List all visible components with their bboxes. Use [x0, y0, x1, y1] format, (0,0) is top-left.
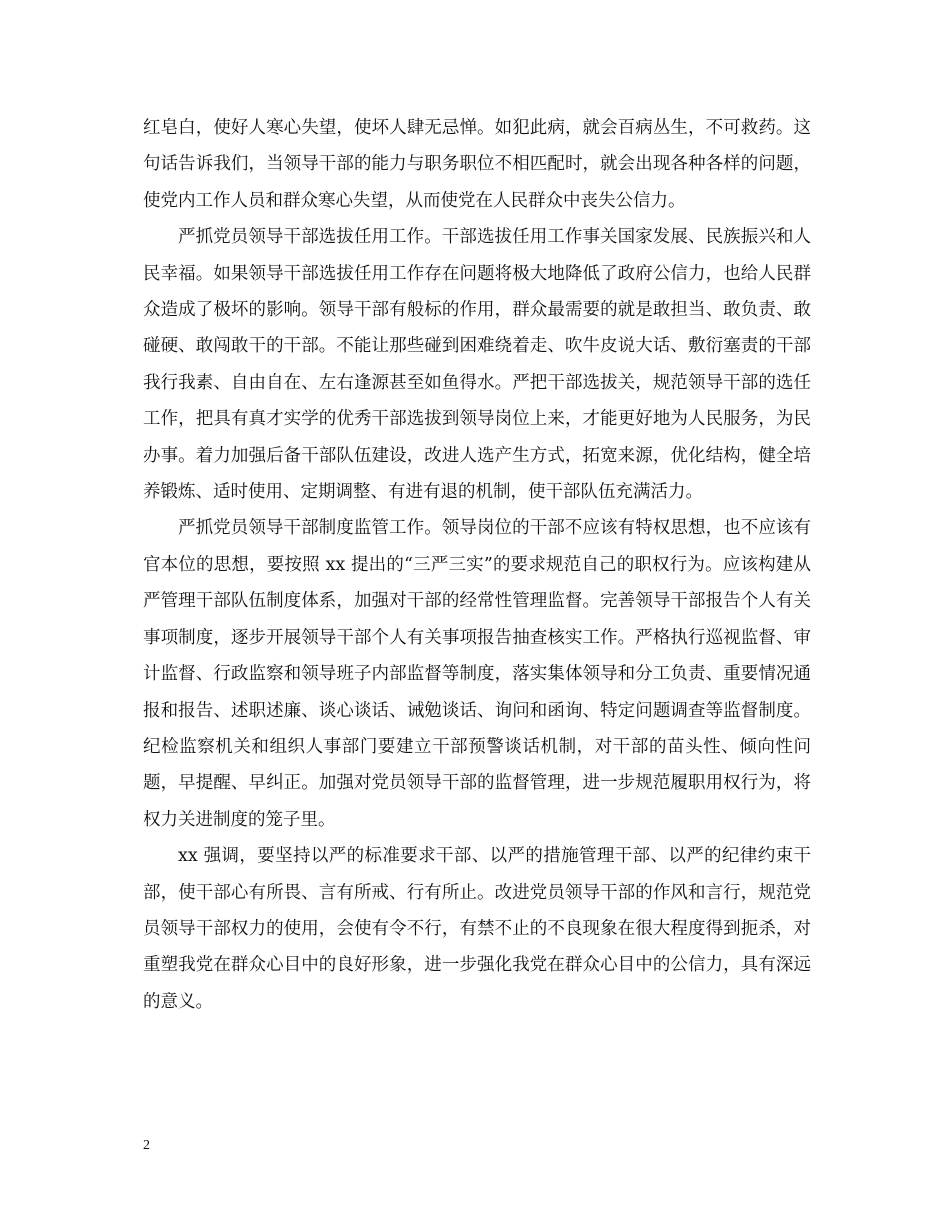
document-body — [143, 110, 811, 1020]
paragraph-3: 严抓党员领导干部制度监管工作。领导岗位的干部不应该有特权思想，也不应该有官本位的思想，要按照 xx 提出的“三严三实”的要求规范自己的职权行为。应该构建从严管理干部队伍制度体系，加强对干部的经常性管理监督。完善领导干部报告个人有关事项制度，逐步开展领导干部个人有关事项报告抽查核实工作。严格执行巡视监督、审计监督、行政监察和领导班子内部监督等制度，落实集体领导和分工负责、重要情况通报和报告、述职述廉、谈心谈话、诫勉谈话、询问和函询、特定问题调查等监督制度。纪检监察机关和组织人事部门要建立干部预警谈话机制，对干部的苗头性、倾向性问题，早提醒、早纠正。加强对党员领导干部的监督管理，进一步规范履职用权行为，将权力关进制度的笼子里。 — [143, 518, 811, 830]
paragraph-2: 严抓党员领导干部选拔任用工作。干部选拔任用工作事关国家发展、民族振兴和人民幸福。如果领导干部选拔任用工作存在问题将极大地降低了政府公信力，也给人民群众造成了极坏的影响。领导干部有般标的作用，群众最需要的就是敢担当、敢负责、敢碰硬、敢闯敢干的干部。不能让那些碰到困难绕着走、吹牛皮说大话、敷衍塞责的干部我行我素、自由自在、左右逢源甚至如鱼得水。严把干部选拔关，规范领导干部的选任工作，把具有真才实学的优秀干部选拔到领导岗位上来，才能更好地为人民服务，为民办事。着力加强后备干部队伍建设，改进人选产生方式，拓宽来源，优化结构，健全培养锻炼、适时使用、定期调整、有进有退的机制，使干部队伍充满活力。 — [143, 227, 811, 503]
paragraph-4: xx 强调，要坚持以严的标准要求干部、以严的措施管理干部、以严的纪律约束干部，使干部心有所畏、言有所戒、行有所止。改进党员领导干部的作风和言行，规范党员领导干部权力的使用，会使有令不行，有禁不止的不良现象在很大程度得到扼杀，对重塑我党在群众心目中的良好形象，进一步强化我党在群众心目中的公信力，具有深远的意义。 — [143, 846, 811, 1012]
page-number: 2 — [143, 1138, 150, 1153]
paragraph-1: 红皂白，使好人寒心失望，使坏人肆无忌惮。如犯此病，就会百病丛生，不可救药。这句话告诉我们，当领导干部的能力与职务职位不相匹配时，就会出现各种各样的问题，使党内工作人员和群众寒心失望，从而使党在人民群众中丧失公信力。 — [143, 118, 811, 211]
